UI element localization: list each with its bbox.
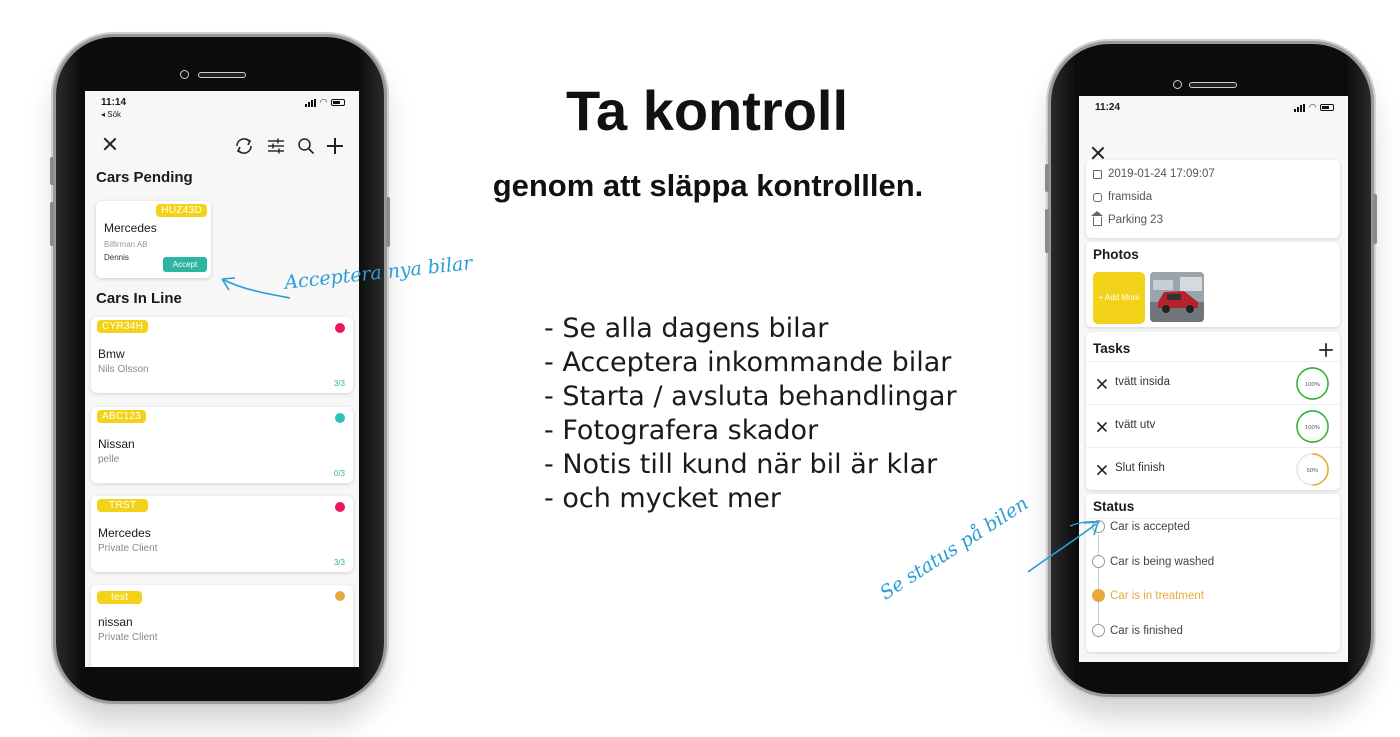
task-row[interactable] xyxy=(1086,447,1340,490)
car-card[interactable] xyxy=(91,496,353,572)
wifi-icon: ◠ xyxy=(320,97,327,107)
status-step[interactable] xyxy=(1092,624,1183,637)
accept-button[interactable]: Accept xyxy=(163,257,207,272)
remove-task-icon[interactable] xyxy=(1096,421,1107,432)
status-step[interactable] xyxy=(1092,520,1190,533)
pending-car-card[interactable] xyxy=(96,201,211,278)
task-label: tvätt utv xyxy=(1115,419,1156,431)
plate-badge: ABC123 xyxy=(97,410,146,423)
car-card[interactable] xyxy=(91,317,353,393)
feature-list xyxy=(544,312,957,516)
status-step-dot xyxy=(1092,589,1105,602)
photos-title: Photos xyxy=(1093,247,1139,262)
car-make: Bmw xyxy=(98,347,125,361)
feature-item: - Acceptera inkommande bilar xyxy=(544,347,952,378)
task-progress-ring xyxy=(1295,452,1330,487)
status-step-label: Car is being washed xyxy=(1110,555,1215,568)
task-count: 3/3 xyxy=(333,558,345,567)
feature-item: - Se alla dagens bilar xyxy=(544,313,829,344)
plate-badge: test xyxy=(97,591,142,604)
plate-badge: HUZ43D xyxy=(156,204,207,217)
plate-badge: TRST xyxy=(97,499,148,512)
plate-badge: CYR34H xyxy=(97,320,148,333)
status-time: 11:14 xyxy=(101,97,127,108)
feature-item: - Notis till kund när bil är klar xyxy=(544,449,938,480)
power-button xyxy=(386,197,390,247)
status-annotation: Se status på bilen xyxy=(876,492,1033,605)
status-dot xyxy=(335,323,345,333)
task-progress-label: 100% xyxy=(1305,424,1320,431)
car-client: Nils Olsson xyxy=(98,364,149,375)
status-title: Status xyxy=(1093,499,1135,514)
car-make: Nissan xyxy=(98,437,135,451)
status-step-label: Car is in treatment xyxy=(1110,589,1204,602)
car-make: Mercedes xyxy=(98,526,151,540)
car-make: nissan xyxy=(98,615,133,629)
volume-button xyxy=(50,202,54,246)
task-count: 3/3 xyxy=(333,379,345,388)
status-step[interactable] xyxy=(1092,555,1214,568)
car-client: Private Client xyxy=(98,543,158,554)
car-card[interactable] xyxy=(91,407,353,483)
wifi-icon: ◠ xyxy=(1309,102,1316,112)
photos-panel xyxy=(1086,242,1340,327)
add-task-icon[interactable] xyxy=(1319,343,1333,357)
tasks-title: Tasks xyxy=(1093,341,1131,356)
task-row[interactable] xyxy=(1086,404,1340,447)
task-count: 0/3 xyxy=(333,469,345,478)
car-owner: Dennis xyxy=(104,253,129,262)
info-date: 2019-01-24 17:09:07 xyxy=(1108,168,1215,180)
status-step-label: Car is finished xyxy=(1110,624,1183,637)
feature-item: - och mycket mer xyxy=(544,483,781,514)
task-progress-ring xyxy=(1295,366,1330,401)
arrow-icon xyxy=(214,268,294,304)
status-panel xyxy=(1086,494,1340,652)
task-progress-label: 50% xyxy=(1306,467,1319,474)
task-label: Slut finish xyxy=(1115,462,1165,474)
status-dot xyxy=(335,502,345,512)
close-icon[interactable] xyxy=(1091,146,1105,160)
car-card[interactable] xyxy=(91,585,353,667)
status-dot xyxy=(335,591,345,601)
cars-pending-title: Cars Pending xyxy=(96,169,193,186)
subheadline: genom att släppa kontrolllen. xyxy=(492,168,924,203)
info-angle: framsida xyxy=(1108,191,1153,203)
arrow-icon xyxy=(1020,516,1102,576)
car-client: pelle xyxy=(98,454,120,465)
task-row[interactable] xyxy=(1086,361,1340,404)
divider xyxy=(1086,518,1340,519)
car-photo-image xyxy=(1150,272,1204,322)
add-photo-button[interactable]: + Add More xyxy=(1093,272,1145,324)
headline: Ta kontroll xyxy=(565,79,849,142)
tasks-panel xyxy=(1086,332,1340,490)
status-dot xyxy=(335,413,345,423)
status-step[interactable] xyxy=(1092,589,1204,602)
volume-button xyxy=(1045,209,1049,253)
status-time: 11:24 xyxy=(1095,102,1121,113)
status-step-dot xyxy=(1092,624,1105,637)
status-step-label: Car is accepted xyxy=(1110,520,1190,533)
damage-photo-thumbnail[interactable] xyxy=(1150,272,1204,322)
remove-task-icon[interactable] xyxy=(1096,378,1107,389)
feature-item: - Starta / avsluta behandlingar xyxy=(544,381,957,412)
back-to-search-link[interactable]: ◂ Sök xyxy=(101,110,122,119)
task-label: tvätt insida xyxy=(1115,376,1170,388)
task-progress-label: 100% xyxy=(1305,381,1320,388)
remove-task-icon[interactable] xyxy=(1096,464,1107,475)
home-icon xyxy=(1093,217,1102,226)
cars-in-line-title: Cars In Line xyxy=(96,290,182,307)
car-make: Mercedes xyxy=(104,221,157,235)
task-progress-ring xyxy=(1295,409,1330,444)
info-location: Parking 23 xyxy=(1108,214,1163,226)
accept-annotation: Acceptera nya bilar xyxy=(283,252,474,294)
car-client: Private Client xyxy=(98,632,158,643)
feature-item: - Fotografera skador xyxy=(544,415,819,446)
car-company: Bilfirman AB xyxy=(104,240,148,249)
